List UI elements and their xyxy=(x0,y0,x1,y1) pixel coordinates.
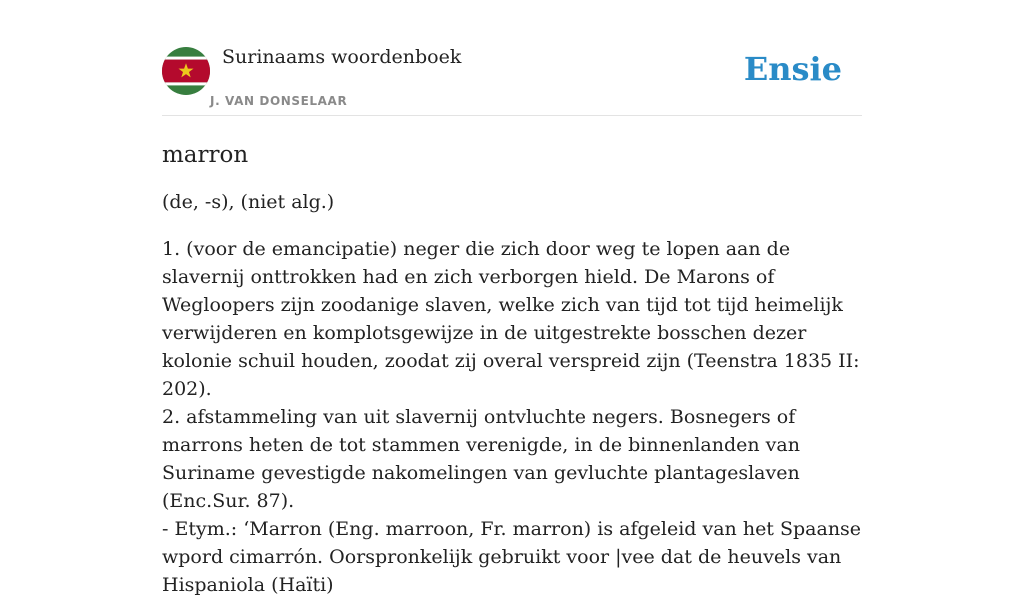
header xyxy=(162,44,862,116)
header-divider xyxy=(162,115,862,116)
author-name[interactable]: J. VAN DONSELAAR xyxy=(210,94,348,108)
ensie-logo[interactable]: Ensie xyxy=(743,50,842,88)
dictionary-title[interactable]: Surinaams woordenboek xyxy=(222,46,462,68)
sense-1: 1. (voor de emancipatie) neger die zich door weg te lopen aan de slavernij onttrokken had en zich verborgen hield. De Marons of Wegloopers zijn zoodanige slaven, welke zich van tijd tot tijd heimelijk verwijderen en komplotsgewijze in de uitgestrekte bosschen dezer kolonie schuil houden, zoodat zij overal verspreid zijn (Teenstra 1835 II: 202). xyxy=(162,238,860,400)
etymology: - Etym.: ‘Marron (Eng. marroon, Fr. marron) is afgeleid van het Spaanse wpord cimarrón. Oorspronkelijk gebruikt voor |vee dat de heuvels van Hispaniola (Haïti) xyxy=(162,518,862,596)
sense-2: 2. afstammeling van uit slavernij ontvluchte negers. Bosnegers of marrons heten de tot stammen verenigde, in de binnenlanden van Suriname gevestigde nakomelingen van gevluchte plantageslaven (Enc.Sur. 87). xyxy=(162,406,800,512)
definition xyxy=(162,235,868,599)
headword: marron xyxy=(162,142,249,168)
suriname-flag-icon[interactable] xyxy=(162,47,210,95)
entry-content xyxy=(162,138,868,599)
grammar-info: (de, -s), (niet alg.) xyxy=(162,191,335,213)
